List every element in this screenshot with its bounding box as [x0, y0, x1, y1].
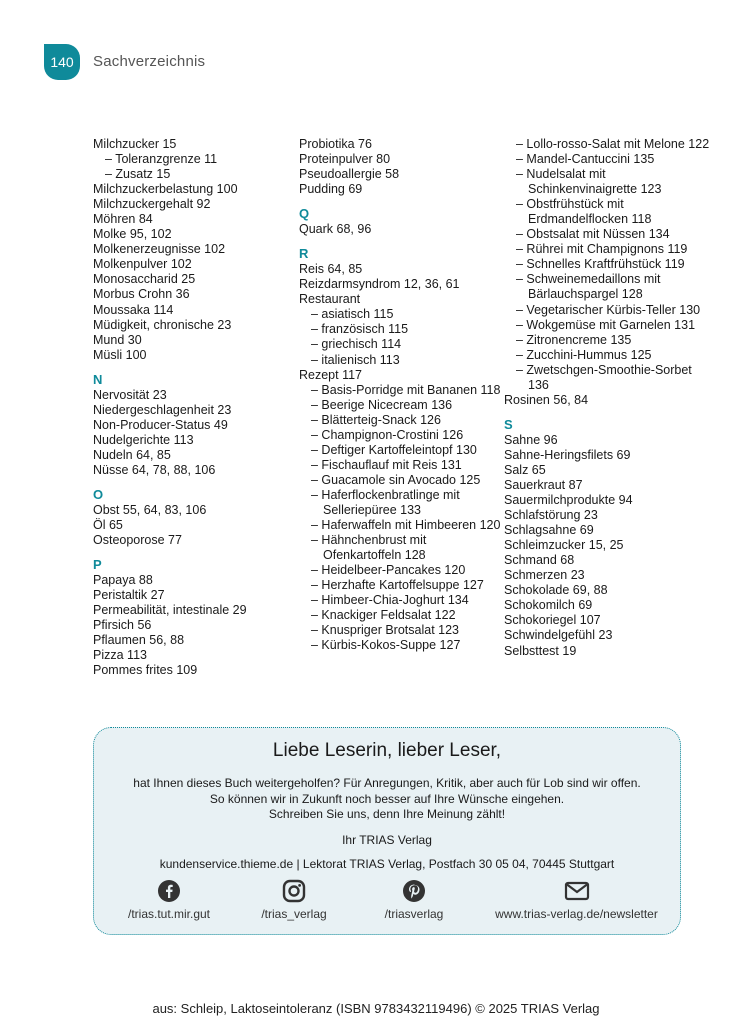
index-column-3 — [504, 137, 714, 659]
index-entry: Nudeln 64, 85 — [93, 447, 171, 462]
index-subentry: – Zusatz 15 — [105, 167, 171, 182]
running-header: Sachverzeichnis — [93, 53, 206, 70]
index-entry: Proteinpulver 80 — [299, 152, 391, 167]
index-entry: Schmand 68 — [504, 553, 575, 568]
index-entry: Nervosität 23 — [93, 387, 167, 402]
page-number-badge — [44, 44, 80, 80]
notice-line: Schreiben Sie uns, denn Ihre Meinung zählt! — [268, 807, 506, 821]
index-entry: Monosaccharid 25 — [93, 272, 196, 287]
index-subentry: – Vegetarischer Kürbis-Teller 130 — [516, 302, 701, 317]
index-entry: Reizdarmsyndrom 12, 36, 61 — [299, 277, 460, 292]
index-subentry: – Zitronencreme 135 — [516, 332, 632, 347]
index-subentry: – Toleranzgrenze 11 — [105, 152, 218, 167]
index-subentry: – Haferflockenbratlinge mit Selleriepüree 133 — [311, 487, 460, 517]
index-entry: Schokolade 69, 88 — [504, 583, 608, 598]
notice-address[interactable]: kundenservice.thieme.de | Lektorat TRIAS Verlag, Postfach 30 05 04, 70445 Stuttgart — [159, 856, 615, 871]
index-entry: Sahne-Heringsfilets 69 — [504, 447, 631, 462]
index-subentry: – Schnelles Kraftfrühstück 119 — [516, 257, 685, 272]
index-entry: Milchzuckerbelastung 100 — [93, 182, 238, 197]
index-letter-heading: Q — [299, 206, 310, 222]
pinterest-icon — [402, 879, 426, 903]
index-subentry: – Himbeer-Chia-Joghurt 134 — [311, 593, 469, 608]
index-subentry: – Deftiger Kartoffeleintopf 130 — [311, 442, 477, 457]
notice-signature: Ihr TRIAS Verlag — [342, 832, 432, 847]
mail-icon — [564, 879, 590, 903]
index-subentry: – griechisch 114 — [311, 337, 402, 352]
index-entry: Quark 68, 96 — [299, 222, 372, 237]
social-label: /triasverlag — [384, 907, 444, 921]
social-newsletter[interactable] — [484, 879, 669, 921]
index-subentry: – Guacamole sin Avocado 125 — [311, 472, 481, 487]
index-subentry: – Basis-Porridge mit Bananen 118 — [311, 382, 501, 397]
index-subentry: – Hähnchenbrust mit Ofenkartoffeln 128 — [311, 533, 427, 563]
index-entry: Osteoporose 77 — [93, 533, 182, 548]
index-entry: Rezept 117 — [299, 367, 363, 382]
index-entry: Pflaumen 56, 88 — [93, 633, 185, 648]
index-entry: Müdigkeit, chronische 23 — [93, 317, 232, 332]
index-subentry: – Obstfrühstück mit Erdmandelflocken 118 — [516, 197, 652, 227]
index-entry: Pseudoallergie 58 — [299, 167, 400, 182]
index-entry: Restaurant — [299, 292, 361, 307]
social-links — [94, 879, 680, 929]
index-entry: Sauerkraut 87 — [504, 477, 583, 492]
index-subentry: – Knackiger Feldsalat 122 — [311, 608, 456, 623]
notice-line: So können wir in Zukunft noch besser auf Ihre Wünsche eingehen. — [209, 791, 565, 806]
index-subentry: – Lollo-rosso-Salat mit Melone 122 — [516, 137, 710, 151]
index-subentry: – Kürbis-Kokos-Suppe 127 — [311, 638, 461, 653]
index-entry: Non-Producer-Status 49 — [93, 417, 228, 432]
social-label: www.trias-verlag.de/newsletter — [495, 907, 658, 921]
index-entry: Müsli 100 — [93, 347, 147, 362]
social-facebook[interactable] — [114, 879, 224, 921]
index-column-1 — [93, 137, 298, 678]
index-entry: Obst 55, 64, 83, 106 — [93, 502, 207, 517]
index-entry: Pizza 113 — [93, 648, 147, 663]
index-entry: Permeabilität, intestinale 29 — [93, 603, 247, 618]
index-entry: Peristaltik 27 — [93, 588, 165, 603]
index-subentry: – italienisch 113 — [311, 352, 400, 367]
index-subentry: – Knuspriger Brotsalat 123 — [311, 623, 460, 638]
index-subentry: – Zucchini-Hummus 125 — [516, 347, 652, 362]
index-entry: Schokomilch 69 — [504, 598, 593, 613]
index-entry: Molkenpulver 102 — [93, 257, 192, 272]
page-number: 140 — [50, 54, 74, 70]
index-entry: Papaya 88 — [93, 573, 153, 588]
index-entry: Molke 95, 102 — [93, 227, 172, 242]
instagram-icon — [282, 879, 306, 903]
index-subentry: – Schweinemedaillons mit Bärlauchspargel 128 — [516, 272, 661, 302]
index-entry: Nüsse 64, 78, 88, 106 — [93, 462, 216, 477]
index-entry: Öl 65 — [93, 518, 123, 533]
index-entry: Selbsttest 19 — [504, 643, 577, 658]
index-letter-heading: R — [299, 246, 309, 262]
index-column-2 — [299, 137, 504, 653]
index-letter-heading: P — [93, 557, 102, 573]
index-letter-heading: O — [93, 486, 104, 502]
index-entry: Schmerzen 23 — [504, 568, 585, 583]
index-subentry: – Mandel-Cantuccini 135 — [516, 152, 655, 167]
reader-notice-box — [93, 727, 681, 935]
index-entry: Schwindelgefühl 23 — [504, 628, 613, 643]
facebook-icon — [157, 879, 181, 903]
index-subentry: – asiatisch 115 — [311, 307, 394, 322]
index-subentry: – Zwetschgen-Smoothie-Sorbet 136 — [516, 362, 692, 392]
social-label: /trias_verlag — [261, 907, 327, 921]
index-entry: Schleimzucker 15, 25 — [504, 538, 624, 553]
index-entry: Moussaka 114 — [93, 302, 174, 317]
index-subentry: – Heidelbeer-Pancakes 120 — [311, 563, 466, 578]
index-entry: Pommes frites 109 — [93, 663, 198, 678]
index-subentry: – Blätterteig-Snack 126 — [311, 412, 441, 427]
index-entry: Milchzuckergehalt 92 — [93, 197, 211, 212]
index-subentry: – Fischauflauf mit Reis 131 — [311, 457, 462, 472]
index-entry: Sahne 96 — [504, 432, 558, 447]
index-entry: Niedergeschlagenheit 23 — [93, 402, 232, 417]
notice-line: hat Ihnen dieses Buch weitergeholfen? Für Anregungen, Kritik, aber auch für Lob sind wir offen. — [133, 776, 641, 790]
index-entry: Möhren 84 — [93, 212, 153, 227]
index-entry: Reis 64, 85 — [299, 262, 363, 277]
index-entry: Pfirsich 56 — [93, 618, 152, 633]
social-label: /trias.tut.mir.gut — [127, 907, 211, 921]
index-subentry: – Haferwaffeln mit Himbeeren 120 — [311, 518, 501, 533]
index-entry: Mund 30 — [93, 332, 142, 347]
index-subentry: – Herzhafte Kartoffelsuppe 127 — [311, 578, 484, 593]
index-letter-heading: S — [504, 416, 513, 432]
index-entry: Molkenerzeugnisse 102 — [93, 242, 226, 257]
index-entry: Schokoriegel 107 — [504, 613, 601, 628]
index-entry: Morbus Crohn 36 — [93, 287, 190, 302]
notice-body — [94, 776, 680, 823]
index-entry: Pudding 69 — [299, 182, 363, 197]
social-instagram[interactable] — [249, 879, 339, 921]
index-subentry: – Wokgemüse mit Garnelen 131 — [516, 317, 696, 332]
index-entry: Sauermilchprodukte 94 — [504, 493, 633, 508]
notice-title: Liebe Leserin, lieber Leser, — [272, 740, 502, 761]
page-footer: aus: Schleip, Laktoseintoleranz (ISBN 9783432119496) © 2025 TRIAS Verlag — [152, 1001, 600, 1016]
index-letter-heading: N — [93, 371, 103, 387]
index-entry: Schlafstörung 23 — [504, 508, 598, 523]
index-entry: Schlagsahne 69 — [504, 523, 594, 538]
index-entry: Rosinen 56, 84 — [504, 392, 589, 407]
index-entry: Probiotika 76 — [299, 137, 372, 151]
index-subentry: – Rührei mit Champignons 119 — [516, 242, 688, 257]
index-entry: Milchzucker 15 — [93, 137, 177, 151]
index-entry: Salz 65 — [504, 462, 546, 477]
index-subentry: – Champignon-Crostini 126 — [311, 427, 464, 442]
index-entry: Nudelgerichte 113 — [93, 432, 194, 447]
index-subentry: – französisch 115 — [311, 322, 409, 337]
index-subentry: – Obstsalat mit Nüssen 134 — [516, 227, 670, 242]
index-subentry: – Nudelsalat mit Schinkenvinaigrette 123 — [516, 167, 662, 197]
index-subentry: – Beerige Nicecream 136 — [311, 397, 453, 412]
social-pinterest[interactable] — [369, 879, 459, 921]
